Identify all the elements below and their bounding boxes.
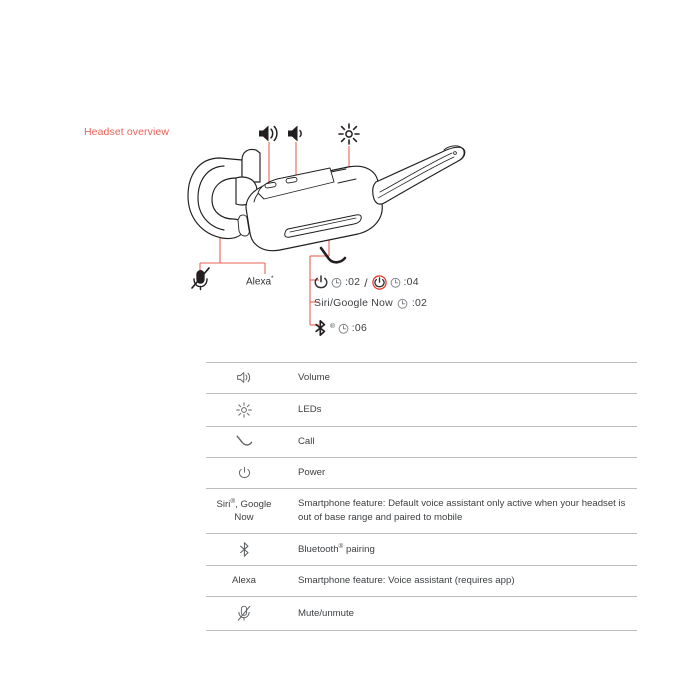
legend-table [206, 362, 637, 631]
table-row [206, 489, 637, 534]
row-icon-mute [206, 597, 284, 631]
bluetooth-time: :06 [351, 321, 367, 334]
voice-assistant-time: :02 [411, 297, 428, 310]
callout-alexa-label [246, 276, 274, 287]
volume-icon [237, 371, 252, 384]
page-title: Headset overview [84, 126, 170, 138]
row-desc [284, 534, 637, 566]
power-off-circled-icon [372, 275, 387, 290]
power-icon [314, 275, 328, 290]
callout-power-timings [314, 275, 419, 290]
callout-alexa-text: Alexa [246, 276, 272, 288]
table-row [206, 597, 637, 631]
row-icon-siri [206, 489, 284, 534]
table-row [206, 393, 637, 426]
timing-separator: / [364, 275, 368, 290]
table-row [206, 566, 637, 597]
row-icon-alexa [206, 566, 284, 597]
row-desc: Smartphone feature: Voice assistant (requires app) [284, 566, 637, 597]
row-icon-call [206, 426, 284, 457]
table-row [206, 363, 637, 394]
callout-voice-assistant-timing [314, 298, 427, 309]
headset-illustration [188, 146, 465, 251]
call-icon [236, 435, 253, 448]
bluetooth-icon [314, 320, 327, 336]
mute-icon [192, 268, 209, 290]
row-icon-power [206, 457, 284, 488]
row-desc: Call [284, 426, 637, 457]
row-icon-bluetooth [206, 534, 284, 566]
volume-up-icon [259, 126, 277, 142]
callout-alexa-superscript: * [271, 275, 274, 282]
led-icon [339, 124, 359, 144]
table-row [206, 534, 637, 566]
table-row [206, 457, 637, 488]
volume-down-icon [288, 126, 301, 142]
row-desc: Smartphone feature: Default voice assistant only active when your headset is out of base range and paired to mobile [284, 489, 637, 534]
table-row [206, 426, 637, 457]
bluetooth-superscript: ® [330, 322, 335, 330]
row-desc: Volume [284, 363, 637, 394]
mute-icon [237, 605, 251, 622]
row-icon-volume [206, 363, 284, 394]
timer-icon [331, 277, 342, 288]
row-desc: Power [284, 457, 637, 488]
callout-bluetooth-timing [314, 320, 367, 336]
row-icon-label: Alexa [232, 575, 256, 587]
row-desc-text: Bluetooth® pairing [298, 543, 375, 556]
timer-icon [390, 277, 401, 288]
row-icon-label: Siri®, Google Now [216, 497, 272, 523]
power-icon [238, 466, 251, 480]
power-off-time: :04 [403, 276, 419, 289]
voice-assistant-label: Siri/Google Now [314, 297, 393, 310]
call-icon [321, 248, 345, 262]
row-icon-leds [206, 393, 284, 426]
row-desc: Mute/unmute [284, 597, 637, 631]
timer-icon [397, 298, 408, 309]
led-icon [236, 402, 252, 418]
row-desc: LEDs [284, 393, 637, 426]
power-on-time: :02 [345, 276, 361, 289]
timer-icon [338, 323, 349, 334]
bluetooth-icon [239, 542, 250, 557]
